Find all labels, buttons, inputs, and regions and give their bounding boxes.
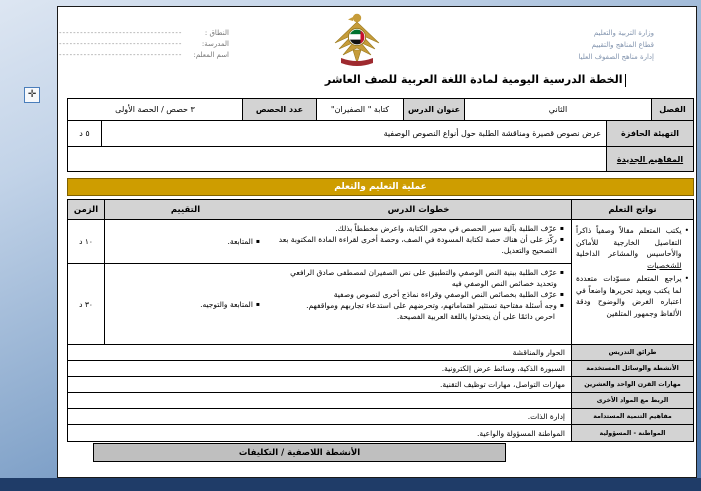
citizenship-label: المواطنة - المسؤولية [571, 425, 693, 441]
ministry-text-block [578, 27, 654, 63]
outcomes-column [571, 200, 693, 344]
header-fields [59, 29, 229, 62]
lesson-title-value[interactable]: كتابة " الصفيران" [316, 99, 403, 120]
field-teacher-line[interactable]: ----------------------------------- [59, 51, 183, 59]
activities-tools-label: الأنشطة والوسائل المستخدمة [571, 361, 693, 376]
class-value[interactable]: الثاني [464, 99, 651, 120]
periods-label: عدد الحصص [242, 99, 316, 120]
bullet-icon: • [684, 226, 689, 235]
field-teacher-label: اسم المعلم: [193, 51, 229, 59]
document-page [27, 6, 697, 478]
info-row-concepts [67, 147, 693, 171]
field-scope-label: النطاق : [204, 29, 229, 37]
teaching-process-banner: عملية التعليم والتعلم [67, 178, 694, 196]
sustainability-label: مفاهيم التنمية المستدامة [571, 409, 693, 424]
subject-links-row [67, 393, 693, 409]
warmup-value[interactable]: عرض نصوص قصيرة ومناقشة الطلبة حول أنواع النصوص الوصفية [101, 121, 606, 146]
steps-note: احرص دائمًا على أن يتحدثوا باللغة العربية الفصيحة. [396, 312, 555, 321]
subject-links-label: الربط مع المواد الأخرى [571, 393, 693, 408]
lesson-title-label: عنوان الدرس [403, 99, 464, 120]
warmup-time[interactable]: ٥ د [67, 121, 101, 146]
century-skills-value[interactable]: مهارات التواصل، مهارات توظيف التقنية. [67, 377, 571, 392]
learning-process-table [67, 199, 694, 442]
citizenship-value[interactable]: المواطنة المسؤولة والواعية. [67, 425, 571, 441]
sustainability-row [67, 409, 693, 425]
field-teacher[interactable] [59, 51, 229, 62]
assessment-header: التقييم [104, 200, 266, 219]
square-bullet-icon: ▪ [255, 300, 260, 308]
time-header: الزمن [67, 200, 104, 219]
window-bottom-bar [0, 478, 701, 491]
bullet-icon: • [684, 274, 689, 283]
field-school-line[interactable]: ----------------------------------- [59, 40, 183, 48]
periods-value[interactable]: ٣ حصص / الحصة الأولى [67, 99, 242, 120]
assessment-cell[interactable]: ▪ المتابعة. [104, 220, 266, 263]
sustainability-value[interactable]: إدارة الذات. [67, 409, 571, 424]
subject-links-value[interactable] [67, 393, 571, 408]
outcome-item: • يكتب المتعلم مقالاً وصفياً ذاكراً التفاصيل الخارجية للأماكن والأحاسيس والمشاعر الداخلية للشخصيات [576, 226, 689, 270]
new-concepts-value[interactable] [67, 147, 606, 171]
time-cell[interactable]: ٣٠ د [67, 264, 104, 344]
teaching-methods-value[interactable]: الحوار والمناقشة [67, 345, 571, 360]
teaching-methods-label: طرائق التدريس [571, 345, 693, 360]
square-bullet-icon: ▪ [559, 236, 564, 243]
square-bullet-icon: ▪ [559, 269, 564, 276]
field-school[interactable] [59, 40, 229, 51]
new-concepts-label: المفاهيم الجديدة [606, 147, 693, 171]
square-bullet-icon: ▪ [559, 302, 564, 309]
citizenship-row [67, 425, 693, 441]
outcomes-cell[interactable] [572, 220, 693, 344]
steps-cell[interactable]: ▪ عرّف الطلبة ببنية النص الوصفي والتطبيق على نص الصفيران لمصطفى صادق الرافعي وتحديد خصائص النص الوصفي فيه ▪ عرّف الطلبة بخصائص النص الوصفي وقراءة نماذج أخرى لنصوص وصفية ▪ وجه أسئلة مفتاحية تستثير اهتماماتهم، وتحرضهم على استدعاء تجاربهم ومواقفهم. احرص دائمًا على أن يتحدثوا باللغة العربية الفصيحة. [266, 264, 571, 344]
assessment-cell[interactable]: ▪ المتابعة والتوجيه. [104, 264, 266, 344]
extracurricular-banner: الأنشطة اللاصفية / التكليفات [93, 443, 506, 462]
page-title[interactable]: الخطة الدرسية اليومية لمادة اللغة العربية للصف العاشر [325, 73, 626, 87]
table-move-handle-icon[interactable]: ✛ [24, 87, 40, 103]
field-scope[interactable] [59, 29, 229, 40]
info-row-warmup [67, 121, 693, 147]
square-bullet-icon: ▪ [559, 291, 564, 298]
teaching-methods-row [67, 345, 693, 361]
uae-emblem-logo [331, 11, 383, 69]
square-bullet-icon: ▪ [559, 225, 564, 232]
info-row-1 [67, 99, 693, 121]
field-scope-line[interactable]: ----------------------------------- [59, 29, 183, 37]
activities-tools-value[interactable]: السبورة الذكية، وسائط عرض إلكترونية. [67, 361, 571, 376]
learning-header-row [67, 200, 571, 220]
learning-row-2 [67, 264, 571, 344]
square-bullet-icon: ▪ [255, 238, 260, 245]
class-label: الفصل [651, 99, 693, 120]
ministry-line-2: قطاع المناهج والتقييم [591, 41, 654, 49]
century-skills-label: مهارات القرن الواحد والعشرين [571, 377, 693, 392]
time-cell[interactable]: ١٠ د [67, 220, 104, 263]
steps-header: خطوات الدرس [266, 200, 571, 219]
learning-row-1 [67, 220, 571, 264]
activities-tools-row [67, 361, 693, 377]
field-school-label: المدرسة: [201, 40, 229, 48]
century-skills-row [67, 377, 693, 393]
ministry-line-3: إدارة مناهج الصفوف العليا [578, 53, 654, 61]
outcome-item: • يراجع المتعلم مسوّدات متعددة لما يكتب ويعيد تحريرها واضعاً في اعتباره الغرض والوضوح ودقة الألفاظ وجمهور المتلقين [576, 274, 689, 318]
ministry-line-1: وزارة التربية والتعليم [593, 29, 654, 37]
document-header [27, 7, 696, 100]
warmup-label: التهيئة الحافزة [606, 121, 693, 146]
text-cursor [625, 74, 627, 87]
outcomes-header: نواتج التعلم [572, 200, 693, 220]
lesson-info-table [67, 98, 694, 172]
steps-cell[interactable]: ▪ عرّف الطلبة بآلية سير الحصص في محور الكتابة، واعرض مخططاً بذلك. ▪ ركّز على أن هناك حصة لكتابة المسودة في الصف، وحصة أخرى لقراءة المادة المكتوبة بعد التصحيح والتعديل. [278, 224, 564, 255]
